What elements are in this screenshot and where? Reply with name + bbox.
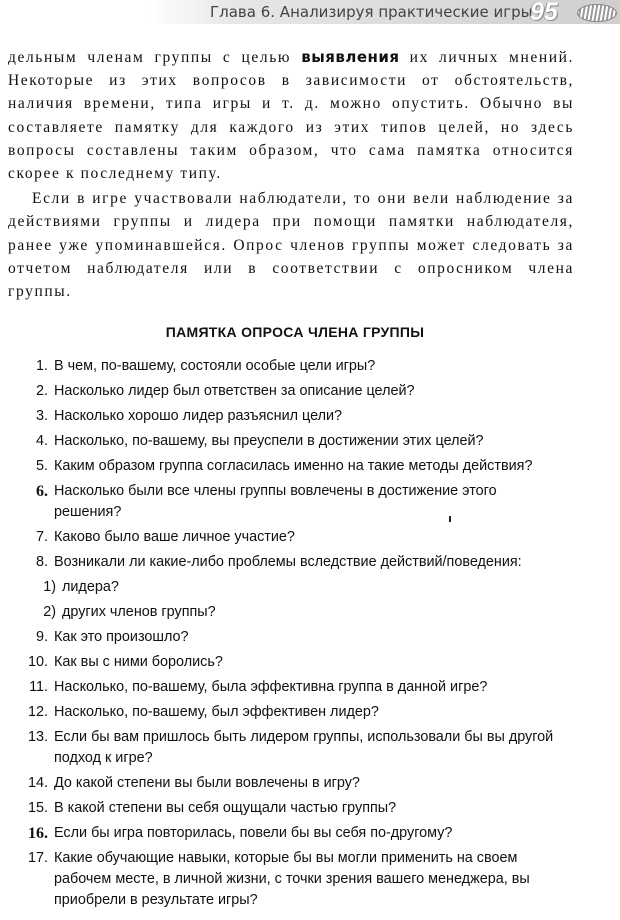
list-item: 2. Насколько лидер был ответствен за описание целей?: [35, 383, 415, 399]
paragraph-1: дельным членам группы с целью выявления их личных мнений. Некоторые из этих вопросов в зависимости от обстоятельств, наличия времени, типа игры и т. д. можно опустить. Обычно вы составляете памятку для каждого из этих типов целей, но здесь вопросы составлены таким образом, что сама памятка относится скорее к последнему типу.: [8, 48, 575, 183]
list-item: 10. Как вы с ними боролись?: [27, 654, 223, 670]
list-item: 12. Насколько, по-вашему, был эффективен лидер?: [27, 704, 379, 720]
list-item: 2) других членов группы?: [43, 604, 216, 620]
list-item: 6. Насколько были все члены группы вовлечены в достижение этого решения?: [36, 483, 497, 520]
list-item: 13. Если бы вам пришлось быть лидером группы, использовали бы вы другой подход к игре?: [27, 729, 554, 766]
list-item: 8. Возникали ли какие-либо проблемы вследствие действий/поведения:: [35, 554, 522, 570]
list-item: 1) лидера?: [43, 579, 119, 595]
chapter-title: Глава 6. Анализируя практические игры: [210, 3, 533, 21]
list-item: 15. В какой степени вы себя ощущали частью группы?: [27, 800, 397, 816]
emphasis-word: выявления: [301, 48, 400, 66]
list-item: 1. В чем, по-вашему, состояли особые цели игры?: [35, 358, 376, 374]
globe-icon: [577, 4, 617, 22]
list-item: 5. Каким образом группа согласилась именно на такие методы действия?: [35, 458, 533, 474]
paragraph-2: Если в игре участвовали наблюдатели, то они вели наблюдение за действиями группы и лидера при помощи памятки наблюдателя, ранее уже упоминавшейся. Опрос членов группы может следовать за отчетом наблюдателя или в соответствии с опросником члена группы.: [8, 190, 574, 301]
list-item: 7. Каково было ваше личное участие?: [35, 529, 295, 545]
list-item: 4. Насколько, по-вашему, вы преуспели в достижении этих целей?: [35, 433, 484, 449]
scan-speck: [449, 516, 451, 522]
list-item: 14. До какой степени вы были вовлечены в игру?: [27, 775, 360, 791]
list-item: 16. Если бы игра повторилась, повели бы вы себя по-другому?: [28, 825, 453, 842]
section-title: ПАМЯТКА ОПРОСА ЧЛЕНА ГРУППЫ: [165, 324, 425, 340]
intro-text: [8, 46, 574, 303]
running-header: [150, 0, 620, 24]
list-item: 3. Насколько хорошо лидер разъяснил цели?: [35, 408, 343, 424]
list-item: 9. Как это произошло?: [35, 629, 189, 645]
list-item: 11. Насколько, по-вашему, была эффективна группа в данной игре?: [29, 679, 488, 695]
page-number: 95: [530, 0, 558, 26]
list-item: 17. Какие обучающие навыки, которые бы вы могли применить на своем рабочем месте, в личной жизни, с точки зрения вашего менеджера, вы приобрели в результате игры?: [27, 850, 530, 908]
question-list: [18, 356, 554, 915]
